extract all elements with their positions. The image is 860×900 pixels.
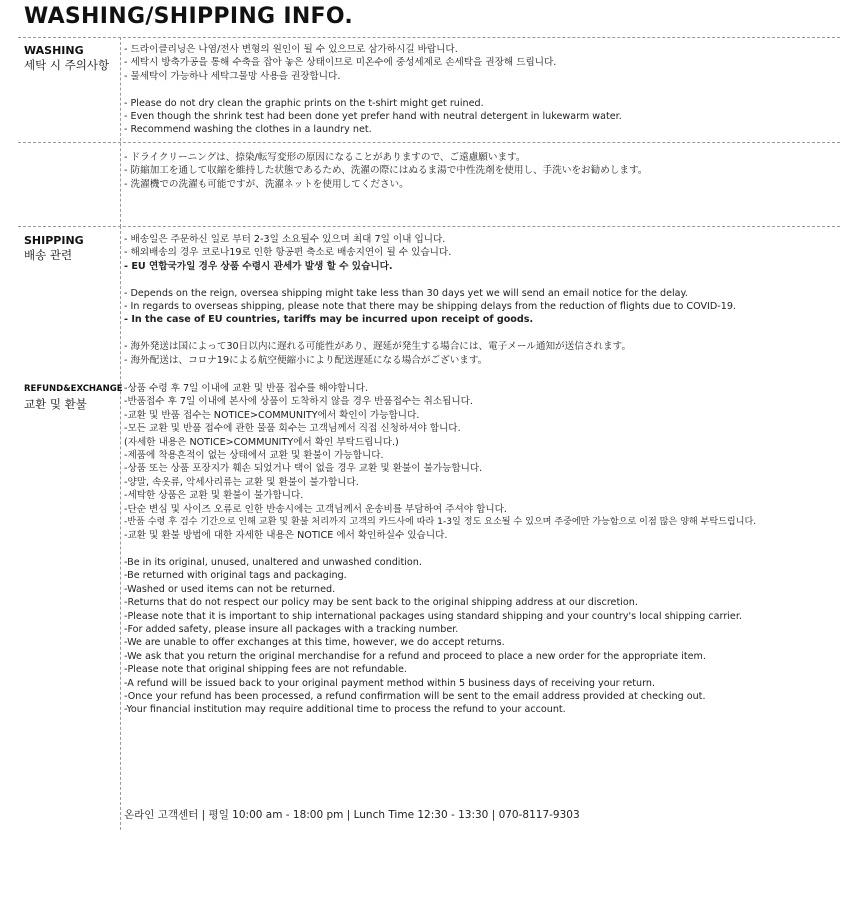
shipping-jp-line: - 海外配送は、コロナ19による航空便縮小により配送遅延になる場合がございます。 bbox=[124, 354, 488, 366]
refund-en-line: -We ask that you return the original merchandise for a refund and proceed to place a new order for the appropriate item. bbox=[124, 650, 706, 662]
divider-washing-mid bbox=[18, 142, 840, 143]
customer-center-footer: 온라인 고객센터 | 평일 10:00 am - 18:00 pm | Lunch Time 12:30 - 13:30 | 070-8117-9303 bbox=[124, 809, 580, 821]
refund-en-line: -A refund will be issued back to your original payment method within 5 business days of receiving your return. bbox=[124, 677, 656, 689]
refund-en-line: -Be returned with original tags and packaging. bbox=[124, 570, 347, 582]
refund-ko-line: -상품 수령 후 7일 이내에 교환 및 반품 접수를 해야합니다. bbox=[124, 383, 368, 394]
refund-label-ko: 교환 및 환불 bbox=[24, 397, 87, 411]
refund-ko-line: -세탁한 상품은 교환 및 환불이 불가합니다. bbox=[124, 490, 304, 502]
washing-jp-line: - ドライクリーニングは、捺染/転写変形の原因になることがありますので、ご遠慮願います。 bbox=[124, 152, 526, 163]
refund-ko-line: -제품에 착용흔적이 없는 상태에서 교환 및 환불이 가능합니다. bbox=[124, 449, 384, 461]
refund-ko-line: -상품 또는 상품 포장지가 훼손 되었거나 택이 없을 경우 교환 및 환불이 불가능합니다. bbox=[124, 463, 483, 475]
refund-en-line: -For added safety, please insure all packages with a tracking number. bbox=[124, 624, 459, 636]
shipping-label-en: SHIPPING bbox=[24, 234, 84, 247]
refund-ko-line: -반품 수령 후 검수 기간으로 인해 교환 및 환불 처리까지 고객의 카드사에 따라 1-3일 정도 요소될 수 있으며 주중에만 가능함으로 이점 많은 양해 부탁드립니다. bbox=[124, 516, 757, 527]
washing-label bbox=[24, 43, 109, 73]
shipping-ko-line-bold: - EU 연합국가일 경우 상품 수령시 관세가 발생 할 수 있습니다. bbox=[124, 260, 393, 272]
shipping-label bbox=[24, 233, 84, 263]
divider-vertical-shipping bbox=[120, 226, 121, 830]
refund-ko-line: -교환 및 반품 접수는 NOTICE>COMMUNITY에서 확인이 가능합니다. bbox=[124, 409, 420, 421]
washing-jp-text bbox=[124, 151, 647, 191]
shipping-ko-line: - 배송일은 주문하신 일로 부터 2-3일 소요될수 있으며 최대 7일 이내 입니다. bbox=[124, 234, 446, 245]
refund-en-line: -Your financial institution may require additional time to process the refund to your account. bbox=[124, 704, 566, 716]
shipping-jp-line: - 海外発送は国によって30日以内に遅れる可能性があり、遅延が発生する場合には、電子メール通知が送信されます。 bbox=[124, 341, 632, 353]
refund-ko-line: (자세한 내용은 NOTICE>COMMUNITY에서 확인 부탁드립니다.) bbox=[124, 436, 399, 448]
washing-ko-line: - 드라이클리닝은 나염/전사 변형의 원인이 될 수 있으므로 삼가하시길 바랍니다. bbox=[124, 44, 458, 55]
refund-en-line: -Please note that original shipping fees are not refundable. bbox=[124, 664, 407, 676]
washing-label-ko: 세탁 시 주의사항 bbox=[24, 58, 110, 72]
refund-ko-line: -반품접수 후 7일 이내에 본사에 상품이 도착하지 않을 경우 반품접수는 취소됩니다. bbox=[124, 396, 473, 408]
divider-top bbox=[18, 37, 840, 38]
washing-jp-line: - 洗濯機での洗濯も可能ですが、洗濯ネットを使用してください。 bbox=[124, 178, 409, 190]
shipping-label-ko: 배송 관련 bbox=[24, 248, 73, 262]
refund-text bbox=[124, 382, 756, 717]
shipping-text bbox=[124, 233, 736, 367]
refund-label-en: REFUND&EXCHANGE bbox=[24, 384, 123, 394]
refund-en-line: -Be in its original, unused, unaltered and unwashed condition. bbox=[124, 557, 422, 569]
refund-ko-line: -단순 변심 및 사이즈 오류로 인한 반송시에는 고객님께서 운송비를 부담하여 주셔야 합니다. bbox=[124, 503, 507, 515]
shipping-en-line-bold: - In the case of EU countries, tariffs may be incurred upon receipt of goods. bbox=[124, 314, 534, 326]
refund-en-line: -Washed or used items can not be returned. bbox=[124, 583, 336, 595]
refund-en-line: -Please note that it is important to ship international packages using standard shipping and your country's local shipping carrier. bbox=[124, 610, 742, 622]
divider-washing-bottom bbox=[18, 226, 840, 227]
washing-jp-line: - 防縮加工を通して収縮を維持した状態であるため、洗濯の際にはぬるま湯で中性洗剤を使用し、手洗いをお勧めします。 bbox=[124, 165, 648, 177]
refund-en-line: -Once your refund has been processed, a refund confirmation will be sent to the email address provided at checking out. bbox=[124, 690, 706, 702]
washing-en-line: - Even though the shrink test had been done yet prefer hand with neutral detergent in lukewarm water. bbox=[124, 110, 622, 122]
refund-label bbox=[24, 382, 123, 412]
washing-label-en: WASHING bbox=[24, 44, 84, 57]
shipping-en-line: - Depends on the reign, oversea shipping might take less than 30 days yet we will send an email notice for the delay. bbox=[124, 287, 688, 299]
shipping-ko-line: - 해외배송의 경우 코로나19로 인한 항공편 축소로 배송지연이 될 수 있습니다. bbox=[124, 247, 452, 259]
refund-ko-line: -교환 및 환불 방법에 대한 자세한 내용은 NOTICE 에서 확인하실수 있습니다. bbox=[124, 530, 448, 542]
page-title: WASHING/SHIPPING INFO. bbox=[24, 4, 354, 29]
refund-en-line: -We are unable to offer exchanges at this time, however, we do accept returns. bbox=[124, 637, 505, 649]
divider-vertical-washing bbox=[120, 37, 121, 227]
washing-ko-line: - 세탁시 방축가공을 통해 수축을 잡아 놓은 상태이므로 미온수에 중성세제로 손세탁을 권장해 드립니다. bbox=[124, 57, 557, 69]
washing-ko-line: - 물세탁이 가능하나 세탁그물망 사용을 권장합니다. bbox=[124, 70, 341, 82]
shipping-en-line: - In regards to overseas shipping, please note that there may be shipping delays from the reduction of flights due to COVID-19. bbox=[124, 300, 736, 312]
refund-ko-line: -모든 교환 및 반품 접수에 관한 물품 회수는 고객님께서 직접 신청하셔야 합니다. bbox=[124, 423, 461, 435]
washing-ko-text bbox=[124, 43, 622, 137]
refund-ko-line: -양말, 속옷류, 악세사리류는 교환 및 환불이 불가합니다. bbox=[124, 476, 359, 488]
washing-en-line: - Please do not dry clean the graphic prints on the t-shirt might get ruined. bbox=[124, 97, 484, 109]
refund-en-line: -Returns that do not respect our policy may be sent back to the original shipping address at our discretion. bbox=[124, 597, 638, 609]
washing-en-line: - Recommend washing the clothes in a laundry net. bbox=[124, 124, 372, 136]
